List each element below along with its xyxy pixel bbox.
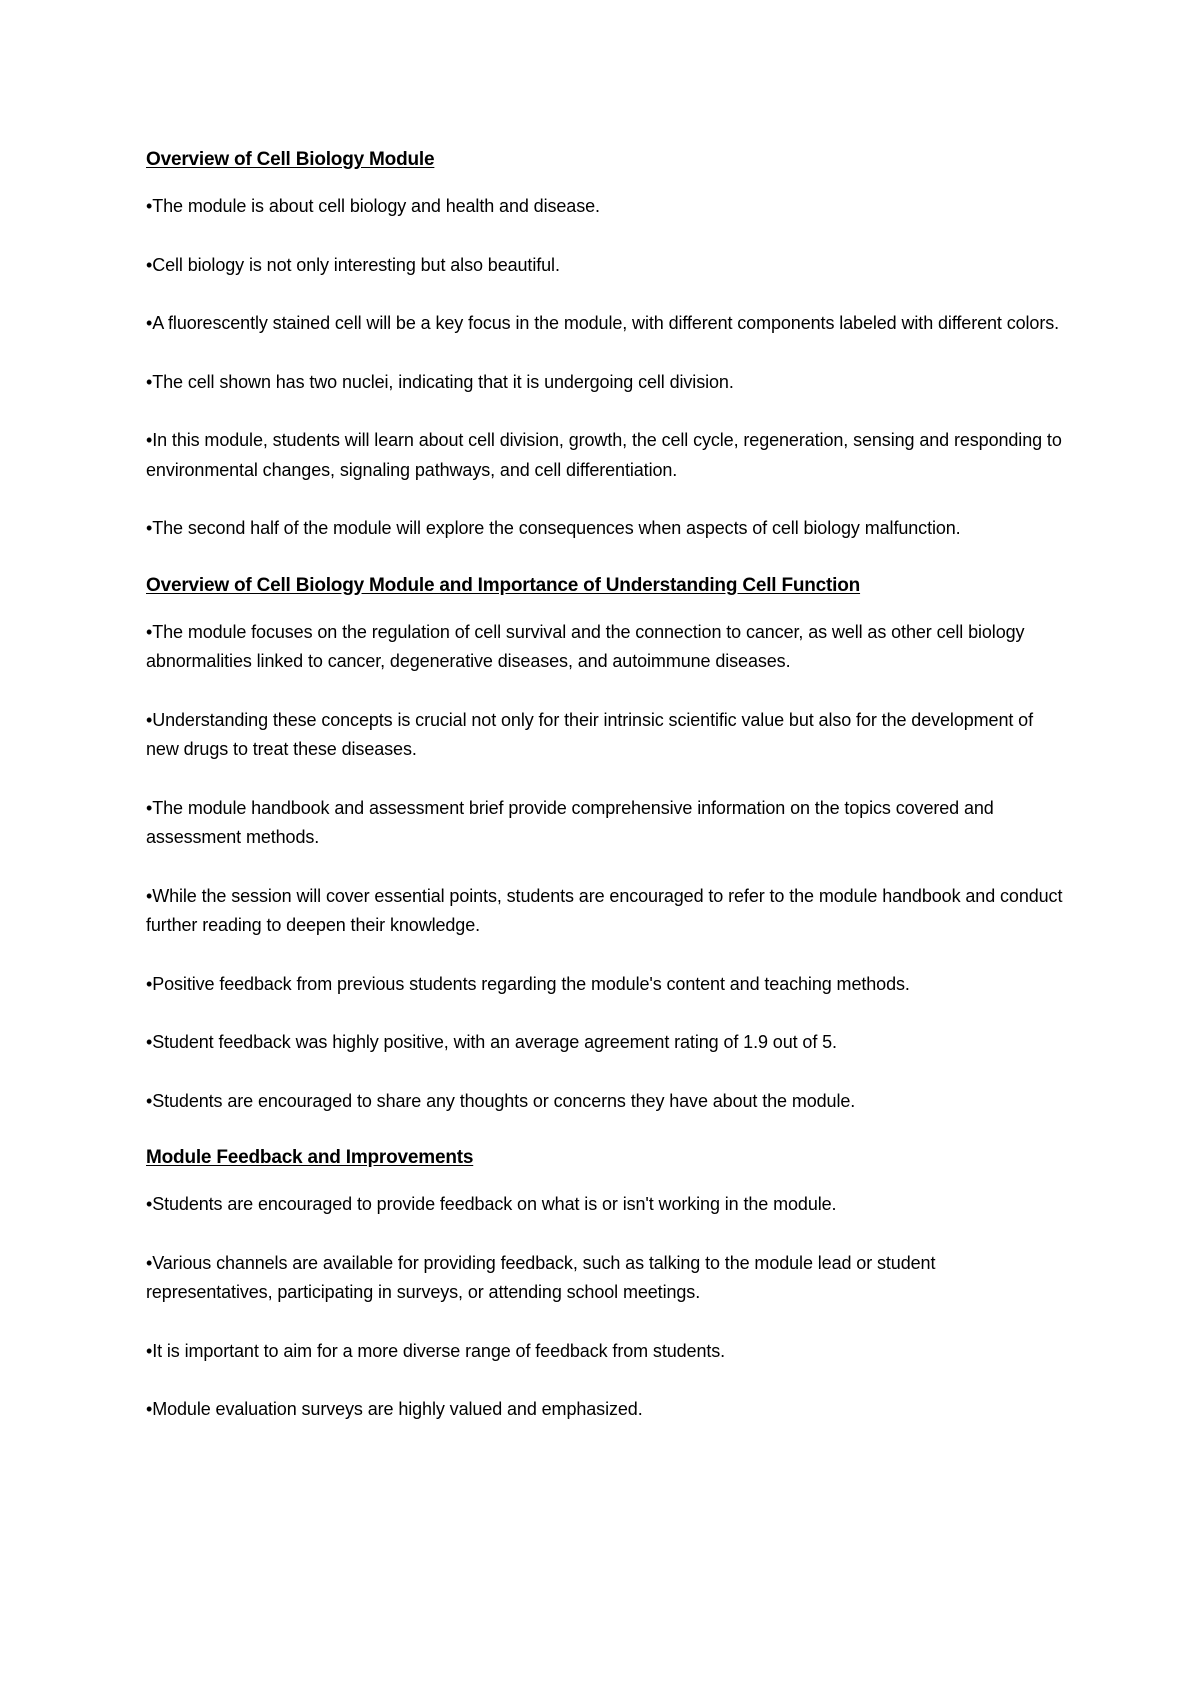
list-item: •The module is about cell biology and health and disease. — [146, 196, 600, 216]
list-item: •Student feedback was highly positive, with an average agreement rating of 1.9 out of 5. — [146, 1032, 837, 1052]
bullet-icon: • — [146, 371, 153, 392]
bullet-icon: • — [146, 621, 153, 642]
bullet-icon: • — [146, 973, 153, 994]
bullet-icon: • — [146, 709, 153, 730]
list-item: •The second half of the module will explore the consequences when aspects of cell biology malfunction. — [146, 518, 961, 538]
list-item: •Students are encouraged to provide feedback on what is or isn't working in the module. — [146, 1194, 837, 1214]
section-heading: Module Feedback and Improvements — [146, 1147, 474, 1168]
list-item: •Positive feedback from previous students regarding the module's content and teaching methods. — [146, 973, 910, 994]
list-item: •The module focuses on the regulation of cell survival and the connection to cancer, as well as other cell biology abnormalities linked to cancer, degenerative diseases, and autoimmune diseases. — [146, 621, 1025, 671]
bullet-icon: • — [146, 1090, 153, 1111]
list-item: •Cell biology is not only interesting but also beautiful. — [146, 254, 560, 275]
list-item: •It is important to aim for a more diverse range of feedback from students. — [146, 1340, 726, 1361]
section-importance — [146, 572, 1066, 1117]
list-item: •Various channels are available for providing feedback, such as talking to the module lead or student representatives, participating in surveys, or attending school meetings. — [146, 1252, 936, 1302]
section-heading: Overview of Cell Biology Module and Importance of Understanding Cell Function — [146, 574, 861, 596]
list-item: •The cell shown has two nuclei, indicating that it is undergoing cell division. — [146, 371, 734, 392]
bullet-icon: • — [146, 196, 153, 216]
section-heading: Overview of Cell Biology Module — [146, 149, 435, 170]
list-item: •While the session will cover essential points, students are encouraged to refer to the module handbook and conduct further reading to deepen their knowledge. — [146, 885, 1063, 935]
list-item: •Understanding these concepts is crucial not only for their intrinsic scientific value but also for the development of new drugs to treat these diseases. — [146, 709, 1033, 759]
list-item: •Module evaluation surveys are highly valued and emphasized. — [146, 1399, 643, 1419]
bullet-icon: • — [146, 313, 153, 333]
section-feedback — [146, 1144, 1066, 1425]
bullet-icon: • — [146, 518, 153, 538]
bullet-icon: • — [146, 1032, 153, 1052]
bullet-icon: • — [146, 1252, 153, 1273]
list-item: •Students are encouraged to share any thoughts or concerns they have about the module. — [146, 1090, 856, 1111]
bullet-icon: • — [146, 1399, 153, 1419]
section-overview — [146, 146, 1066, 544]
bullet-icon: • — [146, 430, 153, 450]
bullet-icon: • — [146, 885, 153, 906]
document-page — [146, 146, 1066, 1453]
bullet-icon: • — [146, 1340, 153, 1361]
list-item: •The module handbook and assessment brief provide comprehensive information on the topics covered and assessment methods. — [146, 797, 994, 847]
list-item: •In this module, students will learn about cell division, growth, the cell cycle, regeneration, sensing and responding to environmental changes, signaling pathways, and cell differentiation. — [146, 430, 1062, 480]
bullet-icon: • — [146, 1194, 153, 1214]
bullet-icon: • — [146, 254, 153, 275]
list-item: •A fluorescently stained cell will be a key focus in the module, with different components labeled with different colors. — [146, 313, 1060, 333]
bullet-icon: • — [146, 797, 153, 818]
